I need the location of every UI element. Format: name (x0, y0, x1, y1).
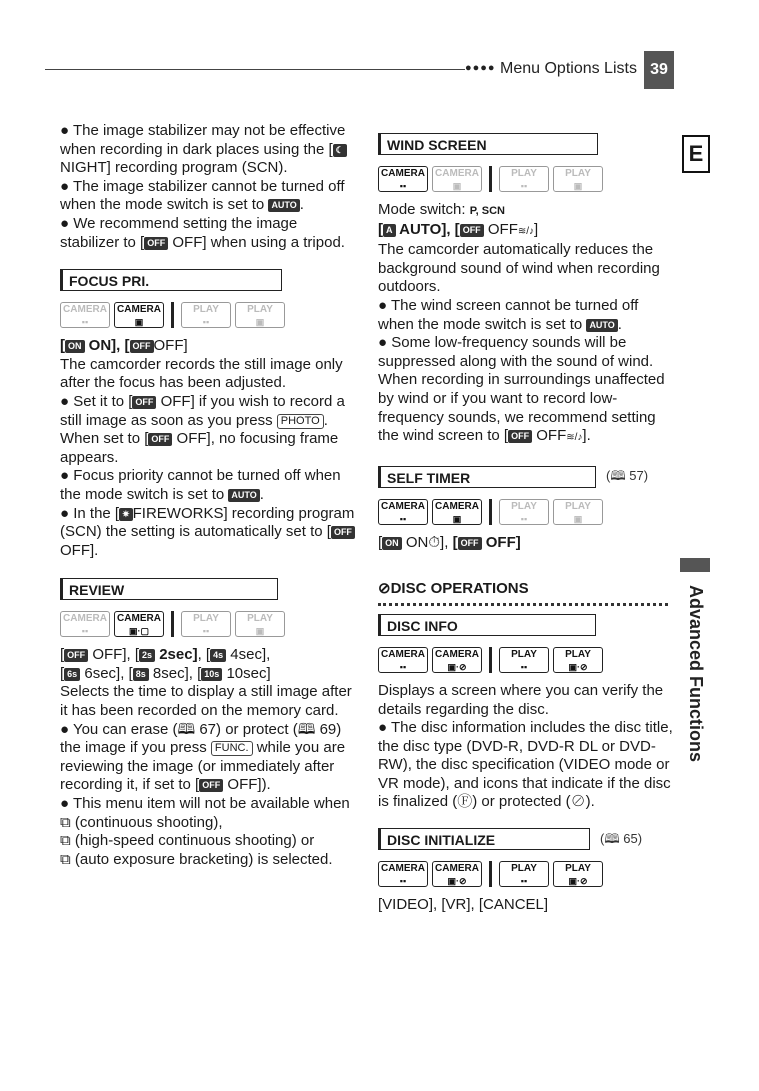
right-column (378, 133, 674, 915)
disc-operations-title: ⊘DISC OPERATIONS (378, 580, 529, 598)
auto-icon: AUTO (268, 199, 299, 212)
mode-separator (489, 647, 492, 673)
focus-bullet-3: ● In the [ ✷ FIREWORKS] recording program (SCN) the setting is automatically set to [ OFF OFF]. (60, 504, 355, 559)
header-rule (45, 69, 465, 70)
disc-init-ref: (🕮 65) (600, 830, 643, 846)
wind-bullet-1: ● The wind screen cannot be turned off when the mode switch is set to AUTO . (378, 296, 639, 333)
mode-separator (171, 611, 174, 637)
review-bullet-2: ● This menu item will not be available when ⧉ (continuous shooting), ⧉ (high-speed continuous shooting) or ⧉ (auto exposure bracketing) is selected. (60, 795, 350, 868)
header-dots: ●●●● (465, 62, 496, 74)
review-mode-row (60, 610, 360, 638)
mode-camera-photo-icon: CAMERA ▣·⊘ (432, 647, 482, 673)
off-icon: OFF (144, 237, 168, 250)
focus-mode-row (60, 301, 360, 329)
wind-mode-switch: Mode switch: P, SCN (378, 201, 505, 218)
wind-options: [ A AUTO], [ OFF OFF≋/♪] (378, 220, 539, 238)
protected-icon: ⊘ (570, 793, 586, 811)
disc-info-desc: Displays a screen where you can verify the details regarding the disc. (378, 681, 664, 718)
disc-init-mode-row (378, 860, 674, 888)
disc-icon: ⊘ (378, 580, 391, 598)
mode-camera-photo-icon: CAMERA ▣·⊘ (432, 861, 482, 887)
disc-info-mode-row (378, 646, 674, 674)
fireworks-icon: ✷ (119, 508, 133, 521)
mode-separator (489, 166, 492, 192)
mode-play-video-icon: PLAY ▪▪ (181, 611, 231, 637)
hs-continuous-icon: ⧉ (60, 832, 71, 850)
mode-separator (489, 861, 492, 887)
disc-init-options: [VIDEO], [VR], [CANCEL] (378, 896, 549, 914)
book-icon: 🕮 (297, 720, 320, 738)
mode-play-photo-icon: PLAY ▣·⊘ (553, 647, 603, 673)
wind-mode-row (378, 165, 674, 193)
mode-play-video-icon: PLAY ▪▪ (499, 861, 549, 887)
mode-play-photo-icon: PLAY ▣·⊘ (553, 861, 603, 887)
finalized-icon: Ⓕ (457, 793, 473, 811)
mode-camera-video-icon: CAMERA ▪▪ (60, 302, 110, 328)
mode-camera-photo-icon: CAMERA ▣ (432, 499, 482, 525)
mode-play-video-icon: PLAY ▪▪ (499, 166, 549, 192)
header-title: Menu Options Lists (500, 60, 637, 77)
func-button-label: FUNC. (211, 741, 253, 756)
mode-play-photo-icon: PLAY ▣ (553, 499, 603, 525)
mode-camera-video-icon: CAMERA ▪▪ (378, 861, 428, 887)
aeb-icon: ⧉ (60, 850, 71, 868)
mode-play-video-icon: PLAY ▪▪ (499, 499, 549, 525)
mode-play-photo-icon: PLAY ▣ (553, 166, 603, 192)
auto-icon: AUTO (228, 489, 259, 502)
book-icon: 🕮 (177, 720, 200, 738)
self-timer-options: [ ON ON⏱], [ OFF OFF] (378, 533, 521, 551)
side-tab-bar (680, 558, 710, 572)
intro-bullet-2: ● The image stabilizer cannot be turned off when the mode switch is set to AUTO . (60, 177, 345, 214)
self-timer-ref: (🕮 57) (606, 468, 649, 484)
self-timer-mode-row (378, 498, 674, 526)
mode-play-video-icon: PLAY ▪▪ (181, 302, 231, 328)
self-timer-row (378, 466, 674, 488)
focus-bullet-2: ● Focus priority cannot be turned off when the mode switch is set to AUTO . (60, 467, 341, 503)
left-column (60, 122, 360, 869)
mode-separator (171, 302, 174, 328)
intro-bullet-1: ● The image stabilizer may not be effective when recording in dark places using the [ ☾NIGHT] recording program (SCN). (60, 122, 346, 177)
review-heading: REVIEW (60, 578, 278, 600)
mode-camera-photo-icon: CAMERA ▣·▢ (114, 611, 164, 637)
page-number: 39 (644, 51, 674, 89)
disc-info-bullet: ● The disc information includes the disc title, the disc type (DVD-R, DVD-R DL or DVD-RW), the disc specification (VIDEO mode or VR mode), and icons that indicate if the disc is finalized (Ⓕ) or protected (⊘). (378, 719, 673, 811)
mode-camera-video-icon: CAMERA ▪▪ (378, 499, 428, 525)
focus-bullet-1: ● Set it to [ OFF OFF] if you wish to record a still image as soon as you press PHOTO . When set to [ OFF OFF], no focusing frame appears. (60, 392, 345, 466)
mode-separator (489, 499, 492, 525)
timer-icon: ⏱ (428, 533, 441, 551)
focus-options: [ ON ON], [ OFF OFF] (60, 337, 188, 355)
review-bullet-1: ● You can erase (🕮 67) or protect (🕮 69) the image if you press FUNC. while you are reviewing the image (or immediately after recording it, if set to [ OFF OFF]). (60, 720, 346, 794)
language-tab: E (682, 135, 710, 173)
focus-desc: The camcorder records the still image only after the focus has been adjusted. (60, 355, 343, 392)
side-section-label: Advanced Functions (686, 585, 706, 763)
photo-button-label: PHOTO (277, 414, 324, 429)
self-timer-heading: SELF TIMER (378, 466, 596, 488)
wind-screen-heading: WIND SCREEN (378, 133, 598, 155)
review-desc: Selects the time to display a still image after it has been recorded on the memory card. (60, 683, 352, 720)
wind-desc: The camcorder automatically reduces the background sound of wind when recording outdoors. (378, 241, 660, 296)
mode-play-video-icon: PLAY ▪▪ (499, 647, 549, 673)
mode-play-photo-icon: PLAY ▣ (235, 302, 285, 328)
review-options: [ OFF OFF], [ 2s 2sec], [ 4s 4sec], [ 6s 6sec], [ 8s 8sec], [ 10s 10sec] (60, 646, 271, 682)
auto-icon-small: A (383, 224, 396, 237)
continuous-shooting-icon: ⧉ (60, 813, 71, 831)
focus-pri-heading: FOCUS PRI. (60, 269, 282, 291)
disc-init-row (378, 828, 674, 850)
night-icon: ☾ (333, 144, 347, 157)
mode-camera-photo-icon: CAMERA ▣ (432, 166, 482, 192)
mode-play-photo-icon: PLAY ▣ (235, 611, 285, 637)
disc-initialize-heading: DISC INITIALIZE (378, 828, 590, 850)
mode-camera-video-icon: CAMERA ▪▪ (60, 611, 110, 637)
wind-bullet-2: ● Some low-frequency sounds will be suppressed along with the sound of wind. When recording in surroundings unaffected by wind or if you want to record low-frequency sounds, we recommend setting the wind screen to [ OFF OFF≋/♪]. (378, 334, 665, 445)
disc-info-heading: DISC INFO (378, 614, 596, 636)
intro-bullet-3: ● We recommend setting the image stabilizer to [ OFF OFF] when using a tripod. (60, 214, 345, 251)
dotted-rule (378, 603, 668, 606)
mode-camera-photo-icon: CAMERA ▣ (114, 302, 164, 328)
mode-camera-video-icon: CAMERA ▪▪ (378, 166, 428, 192)
auto-icon: AUTO (586, 319, 617, 332)
mode-camera-video-icon: CAMERA ▪▪ (378, 647, 428, 673)
